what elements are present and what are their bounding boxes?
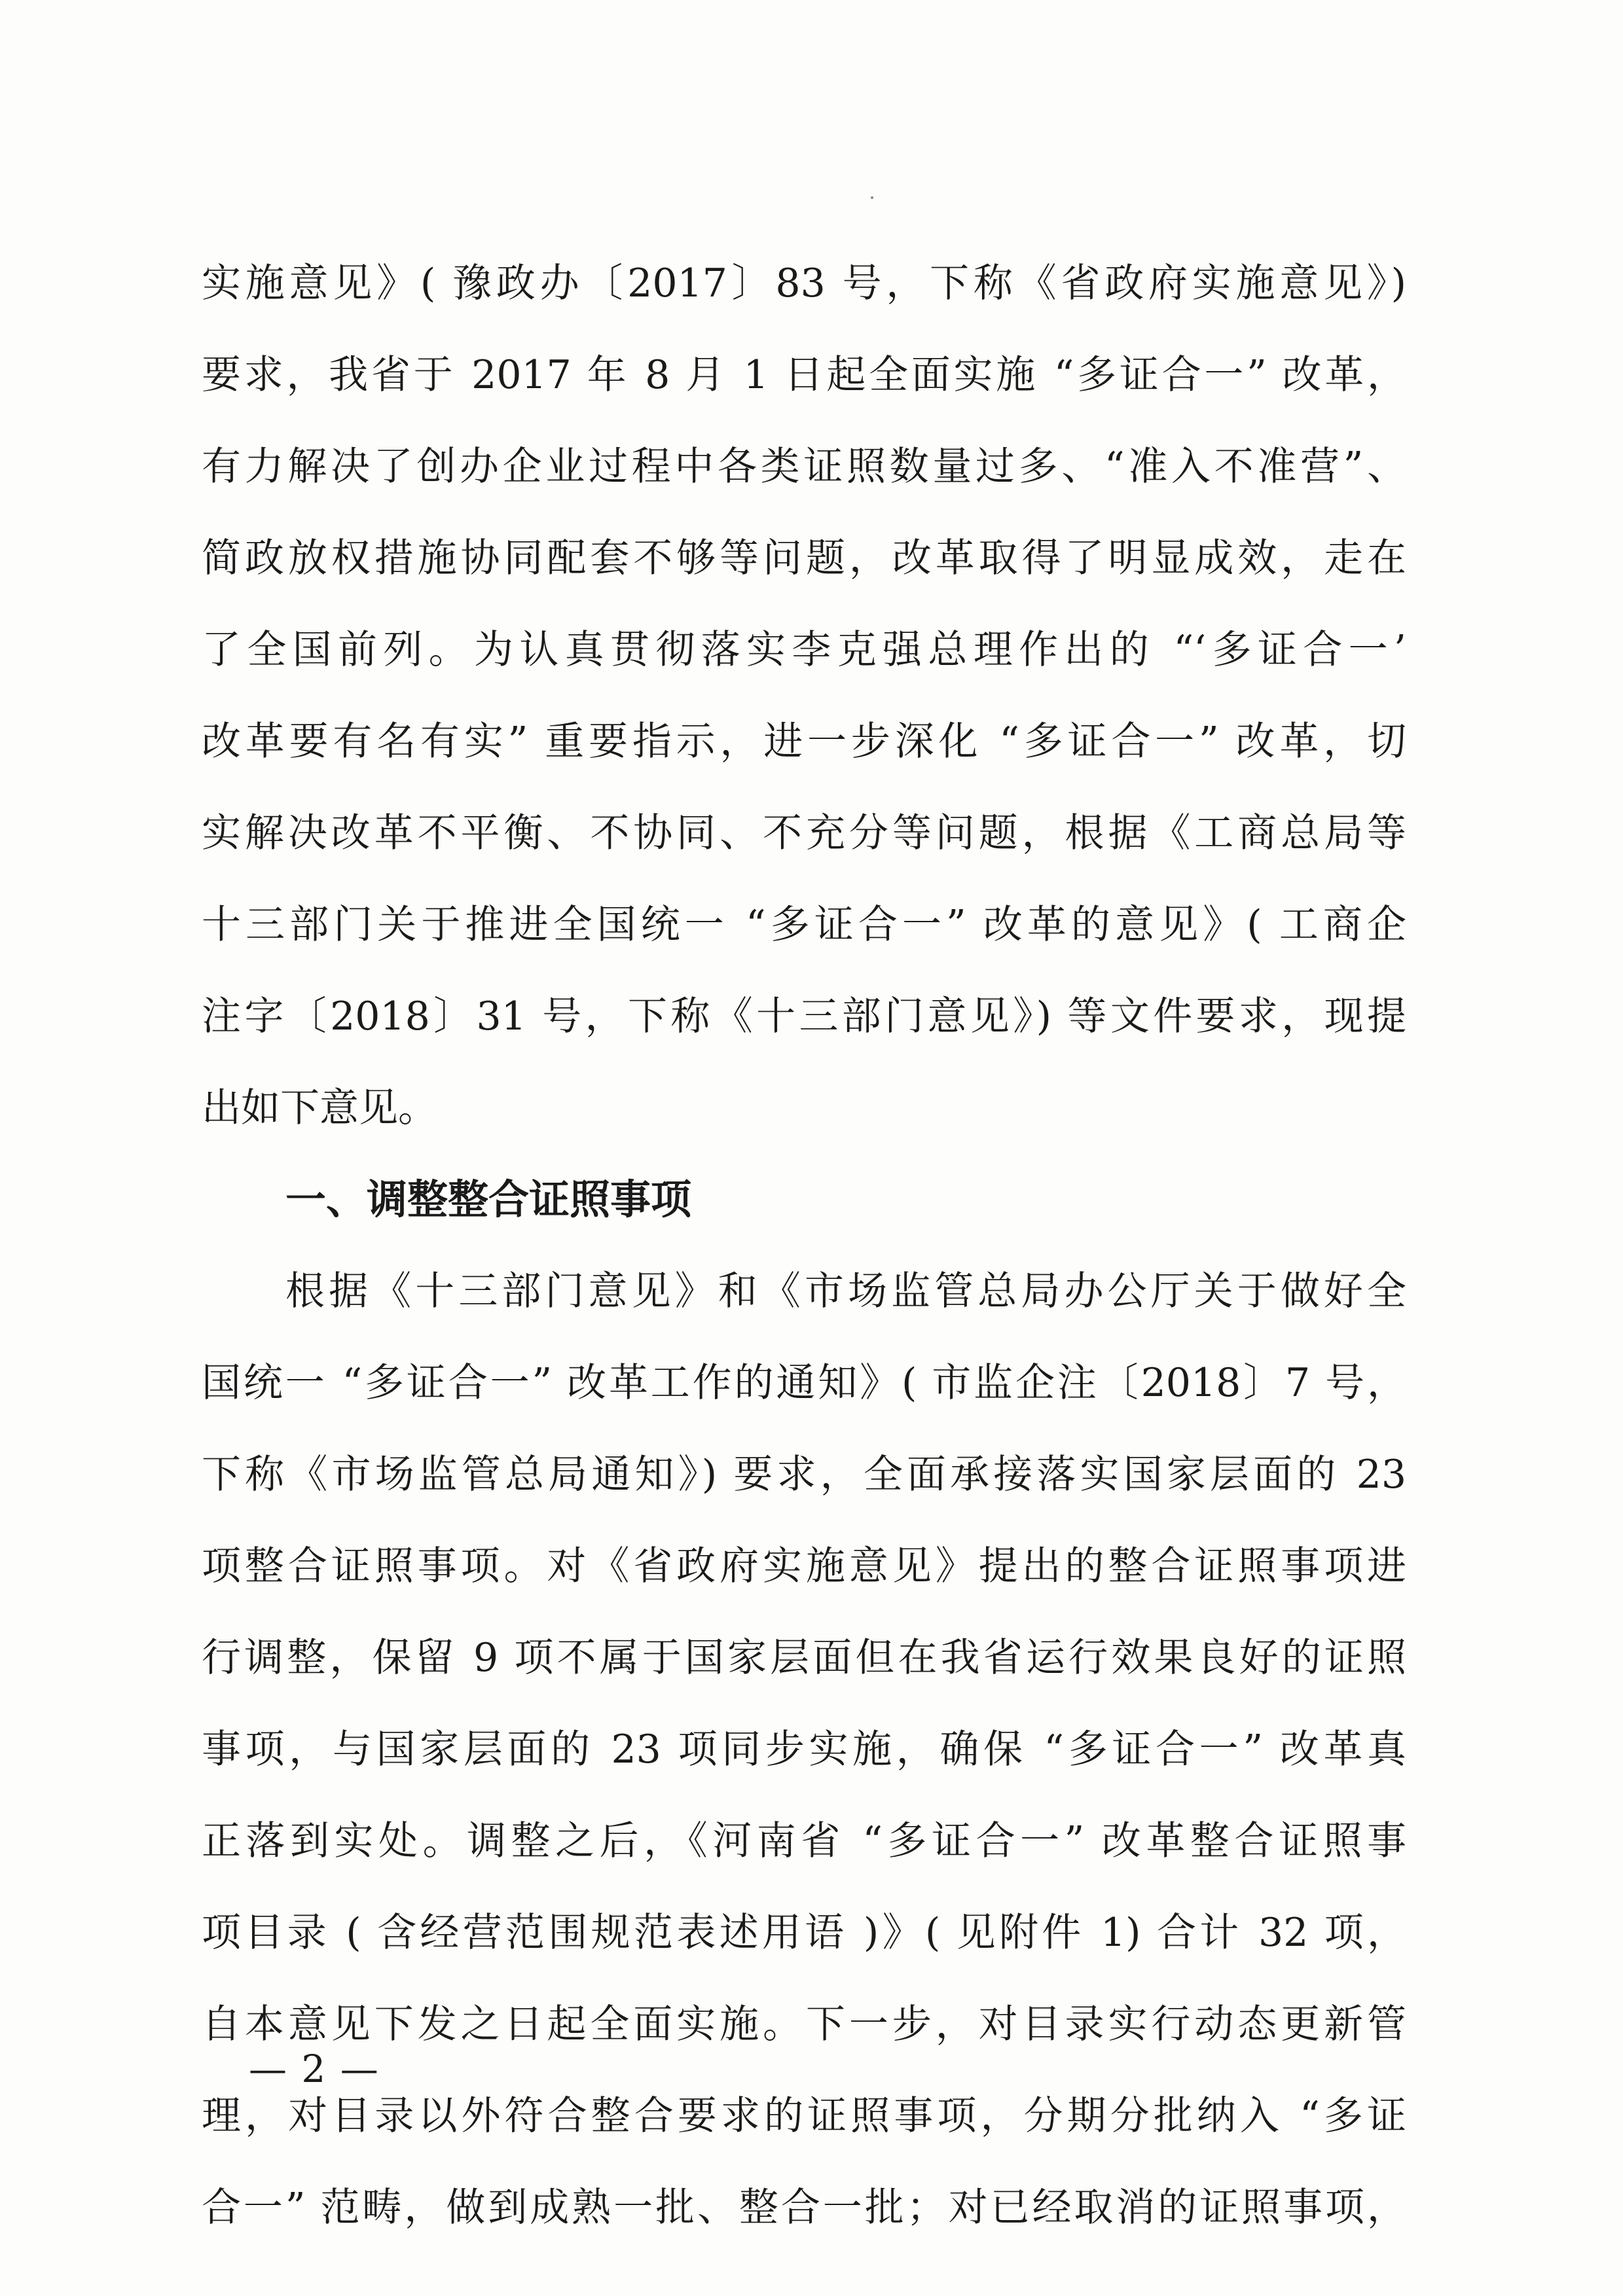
text-line: 理，对目录以外符合整合要求的证照事项，分期分批纳入 “多证 bbox=[202, 2093, 1406, 2139]
text-line: 事项，与国家层面的 23 项同步实施，确保 “多证合一” 改革真 bbox=[202, 1727, 1406, 1772]
text-line: 十三部门关于推进全国统一 “多证合一” 改革的意见》( 工商企 bbox=[202, 902, 1406, 948]
text-line: 合一” 范畴，做到成熟一批、整合一批；对已经取消的证照事项， bbox=[202, 2185, 1406, 2231]
scan-speck bbox=[871, 196, 873, 199]
text-line: 行调整，保留 9 项不属于国家层面但在我省运行效果良好的证照 bbox=[202, 1635, 1406, 1681]
text-line: 出如下意见。 bbox=[202, 1085, 437, 1131]
text-line: 项整合证照事项。对《省政府实施意见》提出的整合证照事项进 bbox=[202, 1543, 1406, 1589]
text-line: 国统一 “多证合一” 改革工作的通知》( 市监企注〔2018〕7 号， bbox=[202, 1360, 1406, 1406]
section-heading: 一、调整整合证照事项 bbox=[285, 1175, 692, 1223]
text-line: 根据《十三部门意见》和《市场监管总局办公厅关于做好全 bbox=[285, 1268, 1406, 1314]
text-line: 要求，我省于 2017 年 8 月 1 日起全面实施 “多证合一” 改革， bbox=[202, 352, 1406, 398]
text-line: 改革要有名有实” 重要指示，进一步深化 “多证合一” 改革，切 bbox=[202, 719, 1406, 764]
text-line: 下称《市场监管总局通知》) 要求，全面承接落实国家层面的 23 bbox=[202, 1452, 1406, 1498]
page-number: — 2 — bbox=[249, 2047, 380, 2091]
text-line: 项目录 ( 含经营范围规范表述用语 )》( 见附件 1) 合计 32 项， bbox=[202, 1910, 1406, 1956]
text-line: 了全国前列。为认真贯彻落实李克强总理作出的 “‘多证合一’ bbox=[202, 627, 1406, 673]
text-line: 注字〔2018〕31 号，下称《十三部门意见》) 等文件要求，现提 bbox=[202, 994, 1406, 1039]
body-text bbox=[202, 254, 1406, 2270]
text-line: 正落到实处。调整之后，《河南省 “多证合一” 改革整合证照事 bbox=[202, 1818, 1406, 1864]
text-line: 简政放权措施协同配套不够等问题，改革取得了明显成效，走在 bbox=[202, 535, 1406, 581]
text-line: 自本意见下发之日起全面实施。下一步，对目录实行动态更新管 bbox=[202, 2001, 1406, 2047]
text-line: 有力解决了创办企业过程中各类证照数量过多、“准入不准营”、 bbox=[202, 444, 1406, 490]
text-line: 实施意见》( 豫政办〔2017〕83 号，下称《省政府实施意见》) bbox=[202, 260, 1406, 306]
text-line: 实解决改革不平衡、不协同、不充分等问题，根据《工商总局等 bbox=[202, 810, 1406, 856]
